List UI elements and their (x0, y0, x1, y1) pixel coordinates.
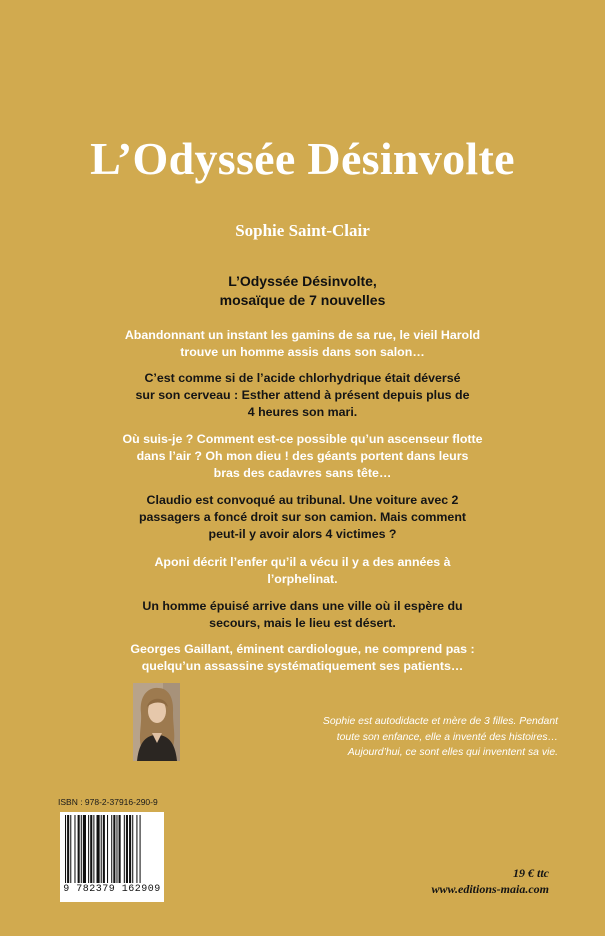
blurb-claudio (0, 492, 605, 544)
blurb-ville (0, 598, 605, 632)
blurb-line: C’est comme si de l’acide chlorhydrique était déversé (144, 371, 461, 385)
blurb-line: Georges Gaillant, éminent cardiologue, ne comprend pas : (130, 642, 475, 656)
blurb-line: Un homme épuisé arrive dans une ville où il espère du (142, 599, 463, 613)
blurb-aponi (0, 554, 605, 588)
blurb-line: 4 heures son mari. (247, 405, 358, 420)
book-subtitle (0, 272, 605, 310)
blurb-line: bras des cadavres sans tête… (213, 466, 392, 481)
blurb-line: Où suis-je ? Comment est-ce possible qu’un ascenseur flotte (122, 432, 483, 446)
bio-line: Aujourd’hui, ce sont elles qui inventent sa vie. (347, 747, 558, 758)
blurb-line: trouve un homme assis dans son salon… (180, 345, 425, 360)
blurb-line: Claudio est convoqué au tribunal. Une voiture avec 2 (146, 493, 459, 507)
blurb-line: secours, mais le lieu est désert. (209, 616, 396, 631)
blurb-esther (0, 370, 605, 422)
blurb-line: sur son cerveau : Esther attend à présent depuis plus de (135, 388, 470, 403)
blurb-line: quelqu’un assassine systématiquement ses patients… (141, 659, 464, 674)
blurb-harold (0, 327, 605, 361)
isbn-label: ISBN : 978-2-37916-290-9 (58, 797, 158, 807)
author-name: Sophie Saint-Clair (235, 221, 370, 240)
blurb-georges (0, 641, 605, 675)
barcode-icon (60, 812, 164, 884)
blurb-line: l’orphelinat. (267, 572, 338, 587)
author-portrait (133, 683, 180, 761)
blurb-line: Aponi décrit l’enfer qu’il a vécu il y a des années à (154, 555, 451, 569)
blurb-line: Abandonnant un instant les gamins de sa rue, le vieil Harold (124, 328, 481, 342)
publisher-website: www.editions-maia.com (431, 882, 549, 896)
price: 19 € ttc (513, 866, 549, 880)
subtitle-line: L’Odyssée Désinvolte, (228, 273, 377, 289)
subtitle-line: mosaïque de 7 nouvelles (219, 292, 386, 308)
bio-line: toute son enfance, elle a inventé des histoires… (336, 731, 558, 743)
blurb-line: peut-il y avoir alors 4 victimes ? (208, 527, 397, 542)
author-portrait-icon (133, 683, 180, 761)
barcode-digits: 9 782379 162909 (60, 883, 164, 897)
author-bio (188, 714, 558, 761)
blurb-line: dans l’air ? Oh mon dieu ! des géants portent dans leurs (136, 449, 469, 464)
book-title: L’Odyssée Désinvolte (90, 133, 515, 184)
blurb-line: passagers a foncé droit sur son camion. Mais comment (138, 510, 467, 525)
bio-line: Sophie est autodidacte et mère de 3 filles. Pendant (322, 716, 558, 727)
blurb-ascenseur (0, 431, 605, 483)
